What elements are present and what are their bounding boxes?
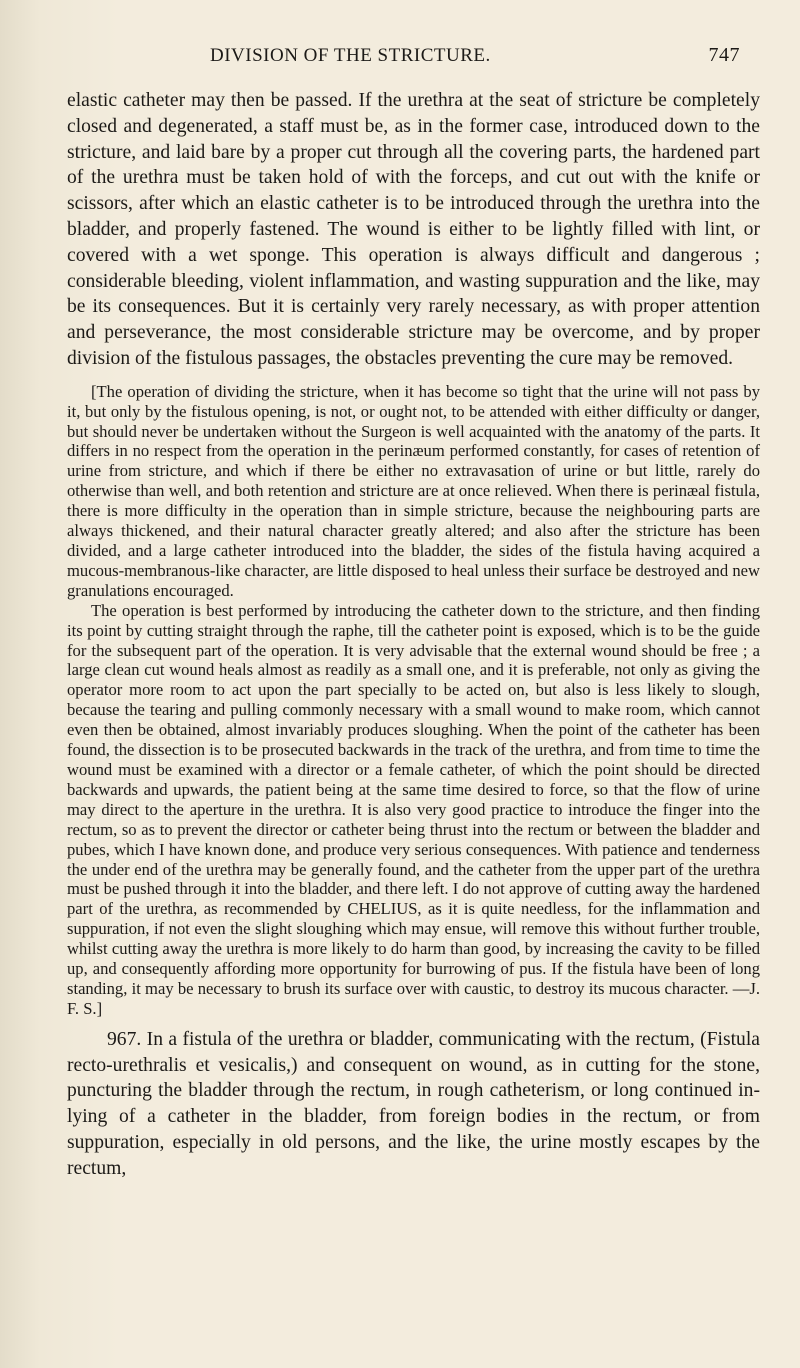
paragraph-2-note: [The operation of dividing the stricture, when it has become so tight that the urine will not pass by it, but only by the fistulous opening, is not, or ought not, to be attended with either difficulty or danger, but should never be undertaken without the Surgeon is well acquainted with the anatomy of the parts. It differs in no respect from the operation in the perinæum performed constantly, for cases of retention of urine from stricture, and which if there be either no extravasation of urine or but little, rarely do otherwise than well, and both retention and stricture are at once relieved. When there is perinæal fistula, there is more difficulty in the operation than in simple stricture, because the neighbouring parts are always thickened, and their natural character greatly altered; and also after the stricture has been divided, and a large catheter introduced into the bladder, the sides of the fistula having acquired a mucous-membranous-like character, are little disposed to heal unless their surface be destroyed and new granulations encouraged. xyxy=(67,381,760,600)
running-header xyxy=(210,44,740,67)
paragraph-967: 967. In a fistula of the urethra or bladder, communicating with the rectum, (Fistula recto-urethralis et vesicalis,) and consequent on wound, as in cutting for the stone, puncturing the bladder through the rectum, in rough catheterism, or long continued in-lying of a catheter in the bladder, from foreign bodies in the rectum, or from suppuration, especially in old persons, and the like, the urine mostly escapes by the rectum, xyxy=(67,1028,760,1179)
page-number: 747 xyxy=(708,44,740,66)
paragraph-1: elastic catheter may then be passed. If the urethra at the seat of stricture be completely closed and degenerated, a staff must be, as in the former case, introduced down to the stricture, and laid bare by a proper cut through all the covering parts, the hardened part of the urethra must be taken hold of with the forceps, and cut out with the knife or scissors, after which an elastic catheter is to be introduced through the urethra into the bladder, and properly fastened. The wound is either to be lightly filled with lint, or covered with a wet sponge. This operation is always difficult and dangerous ; considerable bleeding, violent inflammation, and wasting suppuration and the like, may be its consequences. But it is certainly very rarely necessary, as with proper attention and perseverance, the most considerable stricture may be overcome, and by proper division of the fistulous passages, the obstacles preventing the cure may be removed. xyxy=(67,90,760,369)
page-body xyxy=(67,88,760,1182)
paragraph-3-note: The operation is best performed by introducing the catheter down to the stricture, and then finding its point by cutting straight through the raphe, till the catheter point is exposed, which is to be the guide for the subsequent part of the operation. It is very advisable that the external wound should be free ; a large clean cut wound heals almost as readily as a small one, and it is preferable, not only as giving the operator more room to act upon the part specially to be acted on, but also is less likely to slough, because the tearing and pulling commonly necessary with a small wound to make room, which cannot even then be obtained, almost invariably produces sloughing. When the point of the catheter has been found, the dissection is to be prosecuted backwards in the track of the urethra, and from time to time the wound must be examined with a director or a female catheter, of which the point should be directed backwards and upwards, the patient being at the same time desired to force, so that the flow of urine may direct to the aperture in the urethra. It is also very good practice to introduce the finger into the rectum, so as to prevent the director or catheter being thrust into the rectum or between the bladder and pubes, which I have known done, and produce very serious consequences. With patience and tenderness the under end of the urethra may be generally found, and the catheter from the upper part of the urethra must be pushed through it into the bladder, and there left. I do not approve of cutting away the hardened part of the urethra, as recommended by CHELIUS, as it is quite needless, for the inflammation and suppuration, if not even the slight sloughing which may ensue, will remove this without further trouble, whilst cutting away the urethra is more likely to do harm than good, by increasing the cavity to be filled up, and consequently affording more opportunity for burrowing of pus. If the fistula have been of long standing, it may be necessary to brush its surface over with caustic, to destroy its mucous character. —J. F. S.] xyxy=(67,600,760,1018)
page-title: DIVISION OF THE STRICTURE. xyxy=(210,45,491,66)
